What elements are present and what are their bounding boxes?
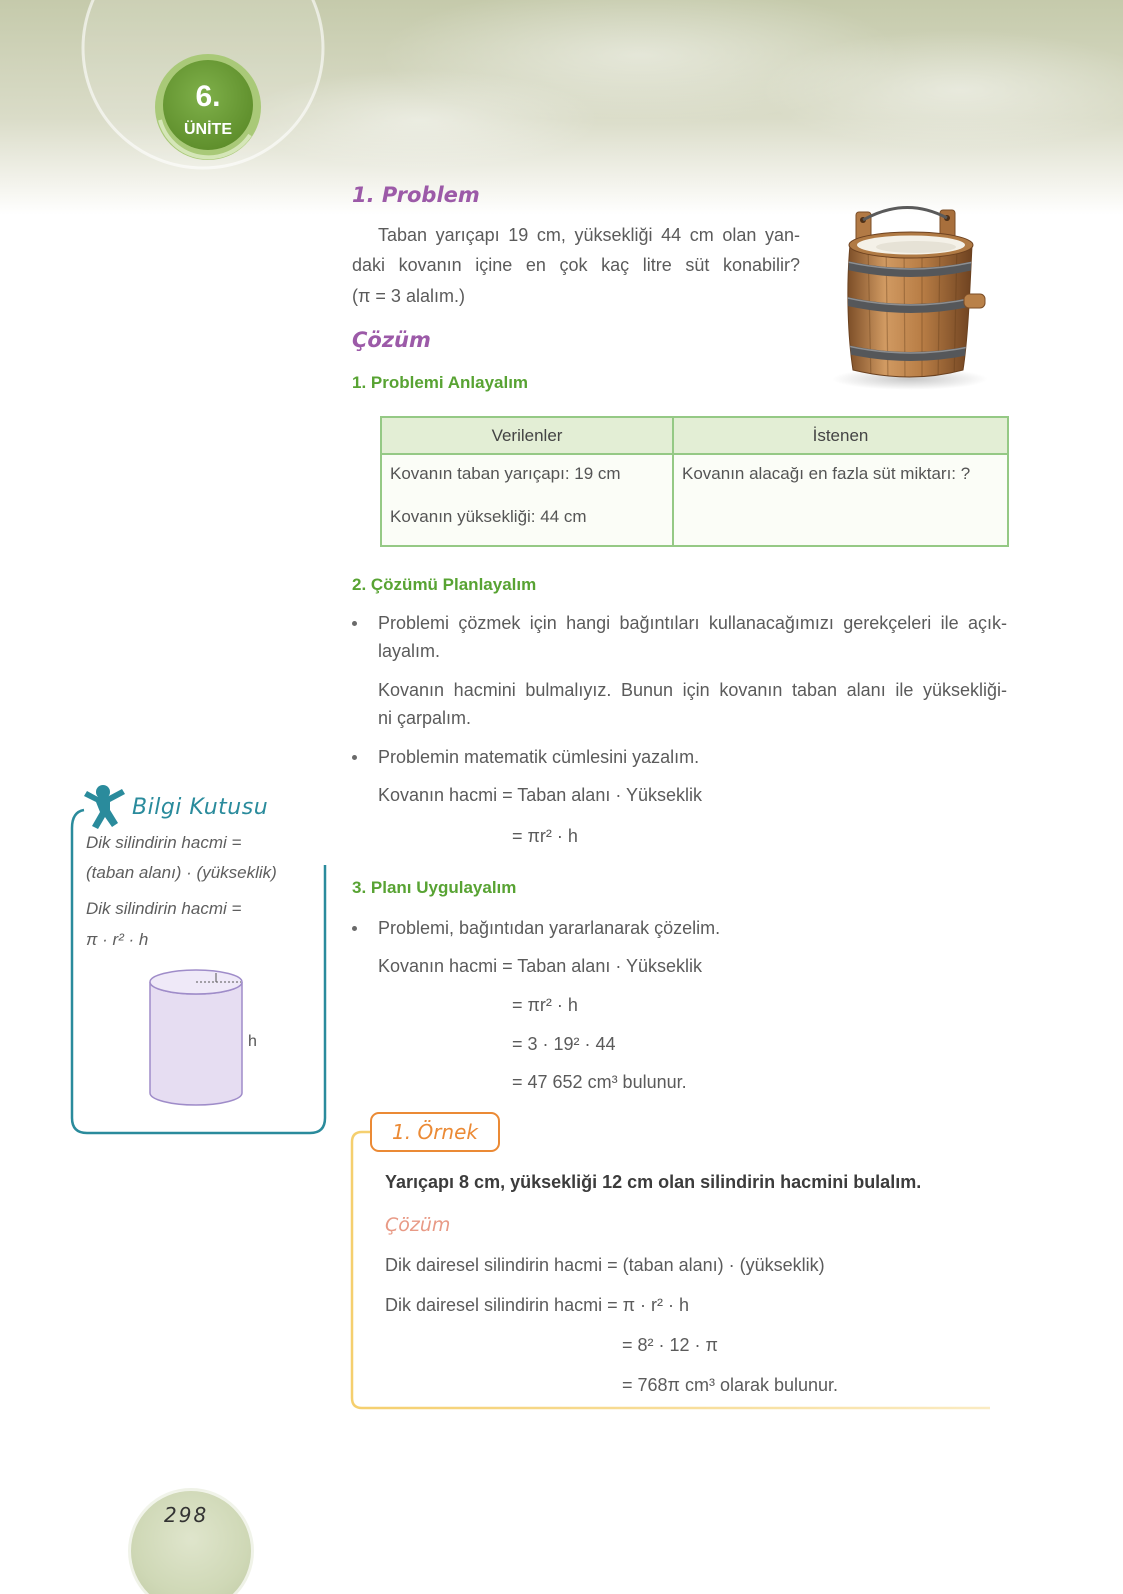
info-box-line: π · r² · h — [86, 930, 149, 949]
explorer-figure-icon — [80, 782, 130, 832]
example-question: Yarıçapı 8 cm, yüksekliği 12 cm olan silindirin hacmini bulalım. — [385, 1172, 922, 1192]
example-label-box — [370, 1112, 500, 1152]
table-body-row — [381, 454, 1008, 546]
table-header-requested: İstenen — [673, 417, 1008, 454]
step2-answer-line: ni çarpalım. — [378, 708, 472, 728]
step3-work-line: = πr² · h — [512, 995, 578, 1015]
step1-title: 1. Problemi Anlayalım — [352, 373, 529, 392]
problem-text-line: Taban yarıçapı 19 cm, yüksekliği 44 cm olan yan- — [378, 225, 800, 245]
given-requested-table — [380, 416, 1009, 547]
info-box-line: (taban alanı) · (yükseklik) — [86, 863, 277, 882]
bullet-dot — [352, 926, 357, 931]
example-label: 1. Örnek — [392, 1120, 478, 1144]
unit-number: 6. — [195, 80, 221, 113]
step3-work-line: = 3 · 19² · 44 — [512, 1034, 616, 1054]
step2-formula-line: Kovanın hacmi = Taban alanı · Yükseklik — [378, 785, 703, 805]
step2-answer-line: Kovanın hacmini bulmalıyız. Bunun için kovanın taban alanı ile yüksekliği- — [378, 680, 1007, 700]
solution-title: Çözüm — [352, 328, 431, 352]
example-solution-line: Dik dairesel silindirin hacmi = (taban alanı) · (yükseklik) — [385, 1255, 825, 1275]
given-radius: Kovanın taban yarıçapı: 19 cm — [390, 464, 621, 483]
example-solution-line: = 768π cm³ olarak bulunur. — [622, 1375, 839, 1395]
step2-bullet2: Problemin matematik cümlesini yazalım. — [378, 747, 700, 767]
step3-work-line: = 47 652 cm³ bulunur. — [512, 1072, 687, 1092]
info-box-line: Dik silindirin hacmi = — [86, 833, 242, 852]
wooden-milk-bucket-image — [818, 198, 988, 393]
step2-title: 2. Çözümü Planlayalım — [352, 575, 537, 594]
info-box-title: Bilgi Kutusu — [132, 795, 269, 820]
step3-bullet: Problemi, bağıntıdan yararlanarak çözelim. — [378, 918, 721, 938]
step2-bullet1-line: layalım. — [378, 641, 441, 661]
step2-bullet1-line: Problemi çözmek için hangi bağıntıları kullanacağımızı gerekçeleri ile açık- — [378, 613, 1007, 633]
example-solution-line: Dik dairesel silindirin hacmi = π · r² · h — [385, 1295, 689, 1315]
example-solution-title: Çözüm — [385, 1214, 451, 1236]
problem-text-line: daki kovanın içine en çok kaç litre süt konabilir? — [352, 255, 800, 275]
problem-title: 1. Problem — [352, 183, 480, 207]
info-box-line: Dik silindirin hacmi = — [86, 899, 242, 918]
example-solution-line: = 8² · 12 · π — [622, 1335, 718, 1355]
given-height: Kovanın yüksekliği: 44 cm — [390, 507, 587, 526]
cylinder-height-label: h — [248, 1033, 257, 1050]
problem-text-line: (π = 3 alalım.) — [352, 286, 465, 306]
page-number: 298 — [164, 1503, 209, 1527]
step3-work-line: Kovanın hacmi = Taban alanı · Yükseklik — [378, 956, 703, 976]
unit-label: ÜNİTE — [184, 121, 232, 138]
table-header-row — [381, 417, 1008, 454]
bullet-dot — [352, 621, 357, 626]
cylinder-figure — [140, 960, 270, 1115]
step2-formula-line: = πr² · h — [512, 826, 578, 846]
requested-cell — [673, 454, 1008, 546]
unit-badge — [155, 54, 261, 160]
given-cell — [381, 454, 673, 546]
table-header-given: Verilenler — [381, 417, 673, 454]
step3-title: 3. Planı Uygulayalım — [352, 878, 517, 897]
bullet-dot — [352, 755, 357, 760]
header-banner — [0, 0, 1123, 215]
requested-amount: Kovanın alacağı en fazla süt miktarı: ? — [682, 464, 971, 483]
